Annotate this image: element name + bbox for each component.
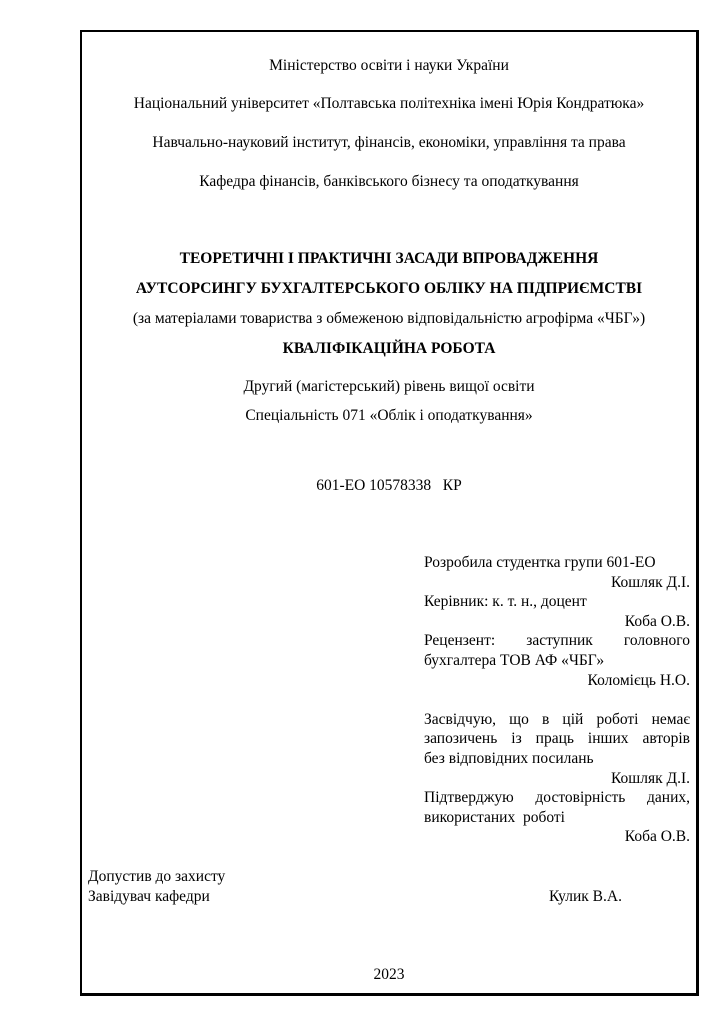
confirm-name: Коба О.В.	[624, 828, 690, 846]
certify-name: Кошляк Д.І.	[610, 769, 690, 787]
head-label: Завідувач кафедри	[88, 888, 210, 905]
authors-block	[424, 553, 690, 847]
specialty: Спеціальність 071 «Облік і оподаткування»	[245, 407, 533, 424]
developer-name: Кошляк Д.І.	[610, 573, 690, 591]
reviewer-label-2: бухгалтера ТОВ АФ «ЧБГ»	[424, 651, 605, 669]
supervisor-name: Коба О.В.	[624, 612, 690, 630]
reviewer-name: Коломієць Н.О.	[587, 671, 690, 689]
confirm-line-1: Підтверджую достовірність даних,	[424, 789, 690, 807]
education-level: Другий (магістерський) рівень вищої освіти	[243, 378, 535, 395]
supervisor-label: Керівник: к. т. н., доцент	[424, 593, 587, 611]
head-name: Кулик В.А.	[549, 888, 622, 905]
subtitle: (за матеріалами товариства з обмеженою відповідальністю агрофірма «ЧБГ»)	[132, 310, 646, 327]
confirm-line-2: використаних роботі	[424, 808, 565, 826]
reviewer-label-1: Рецензент: заступник головного	[424, 632, 690, 650]
document-code: 601-ЕО 10578338 КР	[316, 477, 462, 494]
department: Кафедра фінансів, банківського бізнесу та оподаткування	[199, 173, 579, 190]
year: 2023	[373, 966, 405, 983]
title-line-1: ТЕОРЕТИЧНІ І ПРАКТИЧНІ ЗАСАДИ ВПРОВАДЖЕННЯ	[179, 250, 599, 267]
ministry: Міністерство освіти і науки України	[269, 57, 509, 74]
title-line-2: АУТСОРСИНГУ БУХГАЛТЕРСЬКОГО ОБЛІКУ НА ПІДПРИЄМСТВІ	[135, 280, 643, 297]
certify-line-3: без відповідних посилань	[424, 749, 594, 767]
certify-line-2: запозичень із праць інших авторів	[424, 730, 690, 748]
developer-label: Розробила студентка групи 601-ЕО	[424, 554, 656, 571]
work-type: КВАЛІФІКАЦІЙНА РОБОТА	[282, 340, 496, 357]
certify-line-1: Засвідчую, що в цій роботі немає	[424, 710, 690, 728]
institute: Навчально-науковий інститут, фінансів, економіки, управління та права	[152, 134, 626, 151]
university: Національний університет «Полтавська політехніка імені Юрія Кондратюка»	[133, 95, 645, 112]
admitted-label: Допустив до захисту	[88, 868, 226, 885]
